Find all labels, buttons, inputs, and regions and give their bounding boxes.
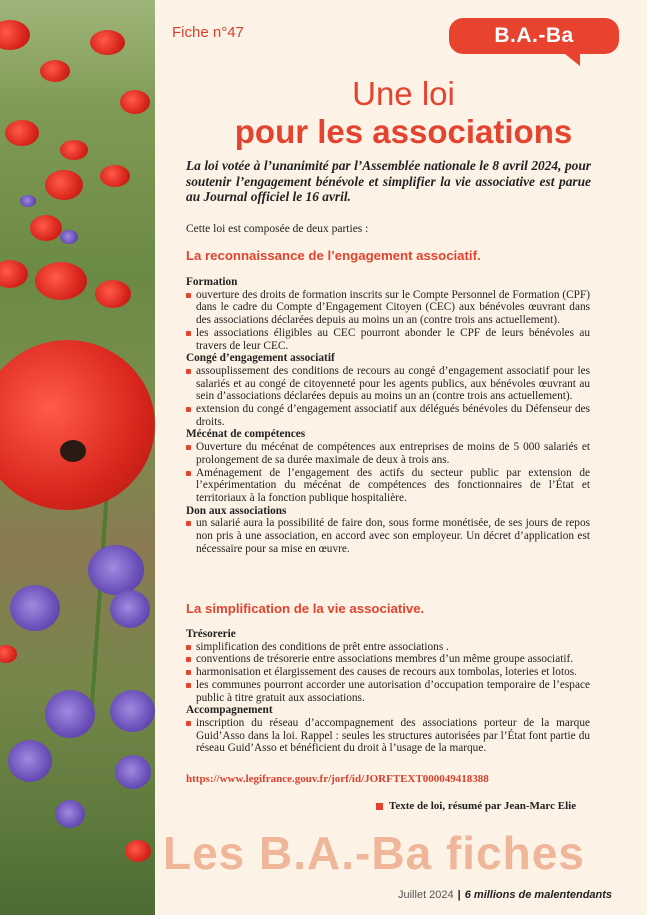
mecenat-heading: Mécénat de compétences	[186, 428, 306, 441]
author-credit	[376, 800, 576, 812]
list-item: simplification des conditions de prêt entre associations .	[186, 641, 590, 654]
list-item: ouverture des droits de formation inscrits sur le Compte Personnel de Formation (CPF) dans le cadre du Compte d’Engagement Citoyen (CEC) aux bénévoles œuvrant dans des associations déclarées depuis au moins un an (contre trois ans actuellement).	[186, 289, 590, 327]
author-text: Texte de loi, résumé par Jean-Marc Elie	[389, 800, 577, 812]
formation-heading: Formation	[186, 276, 238, 288]
footer-series-title: Les B.A.-Ba fiches	[163, 827, 585, 879]
badge-speech-tail	[560, 50, 580, 66]
footer-separator: |	[457, 889, 461, 901]
section2-title: La simplification de la vie associative.	[186, 601, 425, 616]
legifrance-link[interactable]: https://www.legifrance.gouv.fr/jorf/id/JORFTEXT000049418388	[186, 773, 489, 785]
page-title-line1: Une loi	[352, 75, 455, 112]
accompagnement-heading: Accompagnement	[186, 704, 273, 717]
list-item: extension du congé d’engagement associatif aux délégués bénévoles du Défenseur des droits.	[186, 403, 590, 428]
list-item: Aménagement de l’engagement des actifs du secteur public par extension de l’expérimentation du mécénat de compétences des fonctionnaires de l’État et territoriaux à la fonction publique hospitalière.	[186, 467, 590, 505]
tresorerie-heading: Trésorerie	[186, 628, 236, 640]
footer-date: Juillet 2024	[398, 889, 454, 901]
square-bullet-icon	[376, 803, 383, 810]
list-item: assouplissement des conditions de recours au congé d’engagement associatif pour les salariés et au congé de citoyenneté pour les agents publics, aux bénévoles œuvrant au sein d’associations déclarées depuis au moins un an (contre trois ans actuellement).	[186, 365, 590, 403]
list-item: harmonisation et élargissement des causes de recours aux tombolas, loteries et lotos.	[186, 666, 590, 679]
section1-body	[186, 276, 590, 555]
intro-text: Cette loi est composée de deux parties :	[186, 223, 369, 235]
don-heading: Don aux associations	[186, 504, 287, 517]
page-title-line2: pour les associations	[234, 113, 573, 150]
series-badge: B.A.-Ba	[449, 18, 619, 54]
section2-body	[186, 628, 590, 755]
list-item: les communes pourront accorder une autorisation d’occupation temporaire de l’espace public à titre gratuit aux associations.	[186, 679, 590, 704]
list-item: les associations éligibles au CEC pourront abonder le CPF de leurs bénévoles au travers de leur CEC.	[186, 327, 590, 352]
section1-title: La reconnaissance de l’engagement associatif.	[186, 248, 481, 263]
footer-info	[398, 889, 612, 901]
conge-heading: Congé d’engagement associatif	[186, 352, 335, 365]
list-item: inscription du réseau d’accompagnement des associations porteur de la marque Guid’Asso dans la loi. Rappel : seules les structures autorisées par l’État font partie du réseau Guid’Asso et bénéficient du droit à l’usage de la marque.	[186, 717, 590, 755]
list-item: un salarié aura la possibilité de faire don, sous forme monétisée, de ses jours de repos non pris à une association, en accord avec son employeur. Un décret d’application est nécessaire pour sa mise en œuvre.	[186, 517, 590, 555]
lead-paragraph: La loi votée à l’unanimité par l’Assemblée nationale le 8 avril 2024, pour soutenir l’engagement bénévole et simplifier la vie associative est parue au Journal officiel le 16 avril.	[186, 158, 591, 204]
list-item: Ouverture du mécénat de compétences aux entreprises de moins de 5 000 salariés et prolongement de sa durée maximale de deux à trois ans.	[186, 441, 590, 466]
fiche-number: Fiche n°47	[172, 24, 244, 41]
flower-photo	[0, 0, 155, 915]
footer-brand: 6 millions de malentendants	[464, 889, 613, 901]
list-item: conventions de trésorerie entre associations membres d’un même groupe associatif.	[186, 653, 590, 666]
